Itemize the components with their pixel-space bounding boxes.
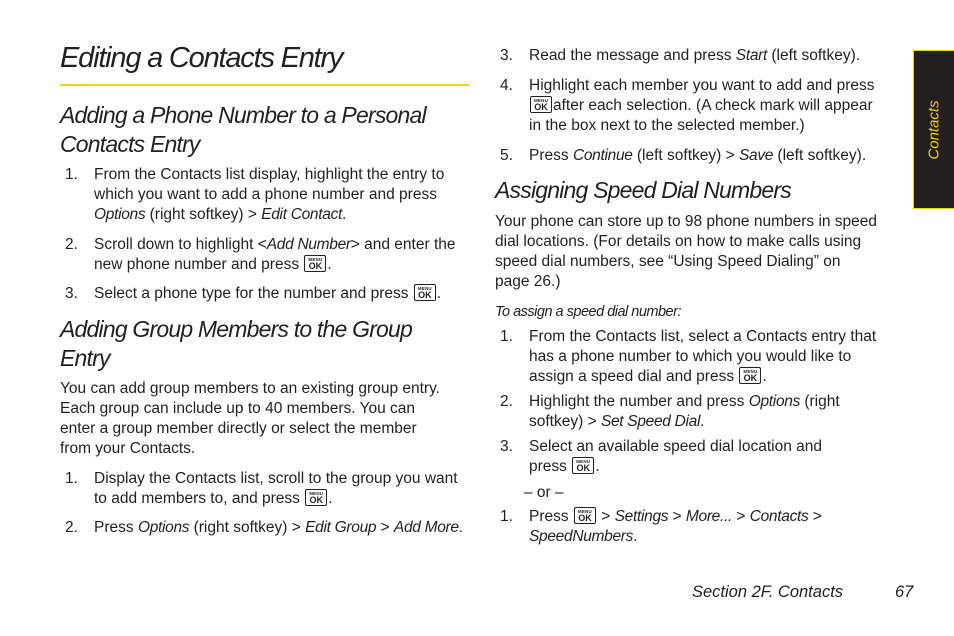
section-tab-contacts: [913, 50, 954, 209]
footer-page-number: 67: [895, 583, 914, 601]
menu-ok-key-icon: MENU OK: [304, 255, 326, 272]
menu-ok-key-icon: MENU OK: [530, 96, 552, 113]
group-members-paragraph: You can add group members to an existing group entry. Each group can include up to 40 members. You can enter a group member directly or select the member from your Contacts.: [60, 380, 440, 457]
page-title: Editing a Contacts Entry: [60, 42, 343, 74]
menu-ok-key-icon: MENU OK: [305, 489, 327, 506]
speed-dial-subhead: To assign a speed dial number:: [495, 304, 681, 320]
menu-ok-key-icon: MENU OK: [572, 457, 594, 474]
section-tab-label: Contacts: [925, 99, 943, 160]
speed-dial-paragraph: Your phone can store up to 98 phone numbers in speed dial locations. (For details on how to make calls using speed dial numbers, see “Using Speed Dialing” on page 26.): [495, 213, 878, 290]
or-separator: – or –: [524, 484, 564, 501]
menu-ok-key-icon: MENU OK: [414, 284, 436, 301]
section-heading-speed-dial: Assigning Speed Dial Numbers: [495, 177, 791, 203]
section-heading-group-members: Adding Group Members to the Group Entry: [60, 316, 413, 371]
menu-ok-key-icon: MENU OK: [574, 507, 596, 524]
footer-section-label: Section 2F. Contacts: [692, 583, 844, 601]
title-rule: [60, 84, 469, 86]
menu-ok-key-icon: MENU OK: [739, 367, 761, 384]
section-heading-add-phone-number: Adding a Phone Number to a Personal Contacts Entry: [60, 102, 426, 157]
